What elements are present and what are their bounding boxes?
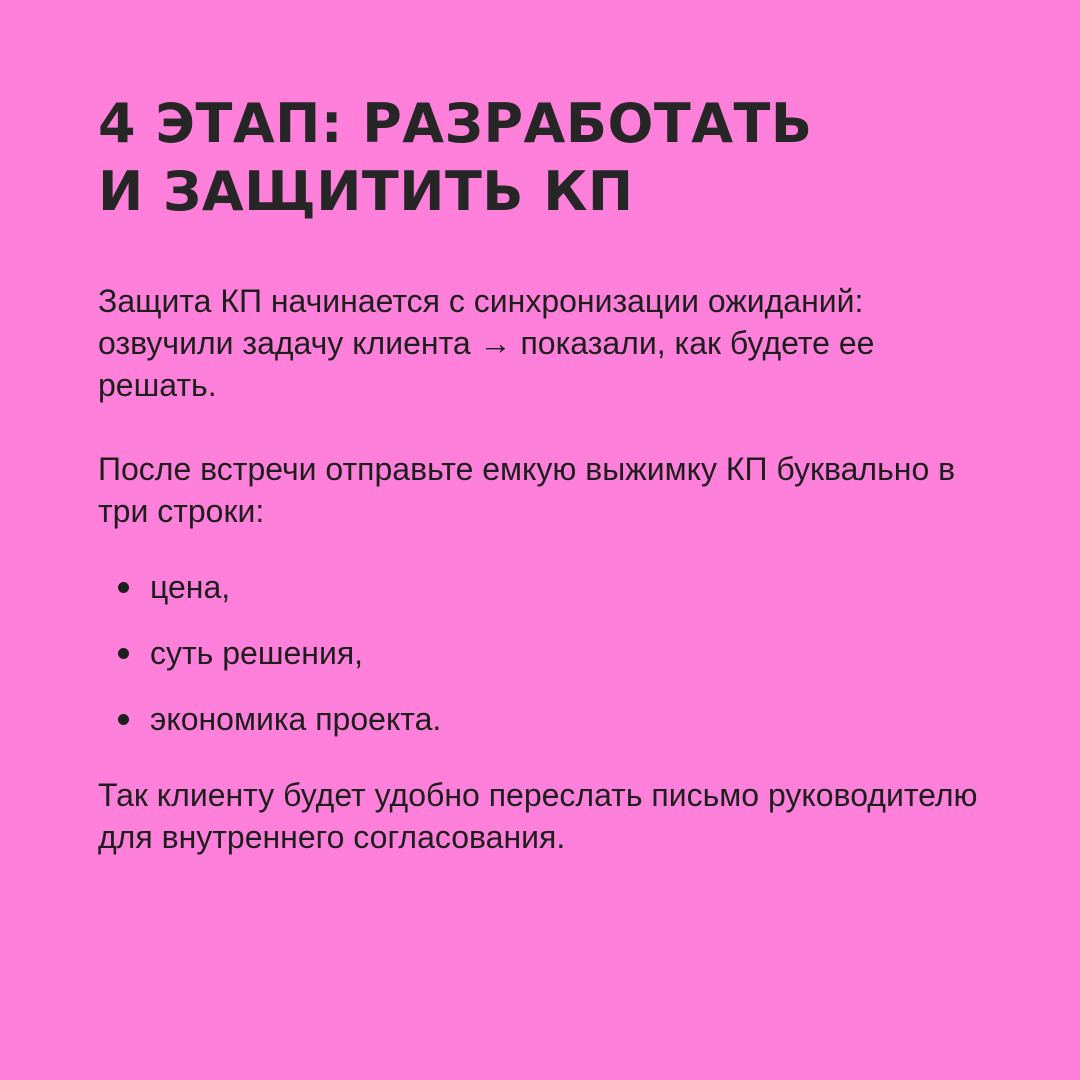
list-item <box>98 566 982 608</box>
list-item-text: суть решения, <box>150 635 364 671</box>
bullet-list <box>98 566 982 740</box>
list-item <box>98 632 982 674</box>
intro-paragraph: Защита КП начинается с синхронизации ожиданий: озвучили задачу клиента → показали, как будете ее решать. <box>98 283 875 403</box>
list-item-text: цена, <box>150 569 231 605</box>
bullet-dot-icon <box>118 582 129 593</box>
bullet-dot-icon <box>118 714 129 725</box>
closing-paragraph: Так клиенту будет удобно переслать письмо руководителю для внутреннего согласования. <box>98 777 978 855</box>
page-title <box>98 90 982 226</box>
title-line-1: 4 ЭТАП: РАЗРАБОТАТЬ <box>98 92 813 155</box>
title-line-2: И ЗАЩИТИТЬ КП <box>98 160 634 223</box>
summary-paragraph: После встречи отправьте емкую выжимку КП буквально в три строки: <box>98 451 956 529</box>
list-item <box>98 698 982 740</box>
list-item-text: экономика проекта. <box>150 701 442 737</box>
bullet-dot-icon <box>118 648 129 659</box>
